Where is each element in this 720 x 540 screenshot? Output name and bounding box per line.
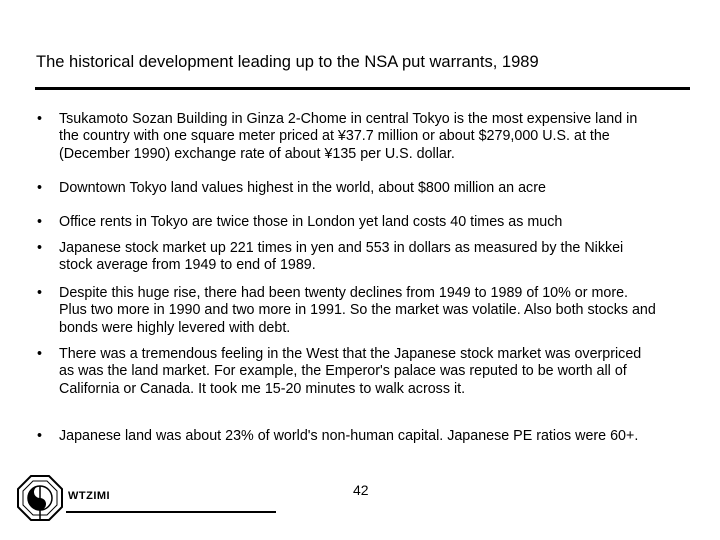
title-divider bbox=[35, 87, 690, 90]
page-number: 42 bbox=[353, 482, 369, 498]
bullet-text: There was a tremendous feeling in the West that the Japanese stock market was overpriced as was the land market. For example, the Emperor's palace was reputed to be worth all of California or Canada. It took me 15-20 minutes to walk across it. bbox=[59, 346, 642, 397]
bullet-text: Japanese land was about 23% of world's non-human capital. Japanese PE ratios were 60+. bbox=[59, 428, 639, 444]
bullet-text: Tsukamoto Sozan Building in Ginza 2-Chome in central Tokyo is the most expensive land in the country with one square meter priced at ¥37.7 million or about $279,000 U.S. at the (December 1990) exchange rate of about ¥135 per U.S. dollar. bbox=[59, 111, 638, 162]
bullet-marker: • bbox=[37, 240, 43, 256]
bullet-marker: • bbox=[37, 285, 43, 301]
bullet-marker: • bbox=[37, 180, 43, 196]
bullet-text: Japanese stock market up 221 times in yen and 553 in dollars as measured by the Nikkei stock average from 1949 to end of 1989. bbox=[59, 240, 624, 274]
bullet-marker: • bbox=[37, 111, 43, 127]
bullet-text: Office rents in Tokyo are twice those in London yet land costs 40 times as much bbox=[59, 214, 563, 230]
bullet-text: Despite this huge rise, there had been twenty declines from 1949 to 1989 of 10% or more. Plus two more in 1990 and two more in 1991. So the market was volatile. Also both stocks and bonds were highly levered with debt. bbox=[59, 285, 656, 336]
bullet-text: Downtown Tokyo land values highest in the world, about $800 million an acre bbox=[59, 180, 546, 196]
bullet-marker: • bbox=[37, 428, 43, 444]
bullet-marker: • bbox=[37, 346, 43, 362]
slide-title: The historical development leading up to the NSA put warrants, 1989 bbox=[36, 53, 539, 71]
footer-divider bbox=[66, 511, 276, 513]
footer-brand: WTZIMI bbox=[68, 490, 111, 502]
bullet-marker: • bbox=[37, 214, 43, 230]
wtzimi-logo-icon bbox=[16, 474, 64, 522]
